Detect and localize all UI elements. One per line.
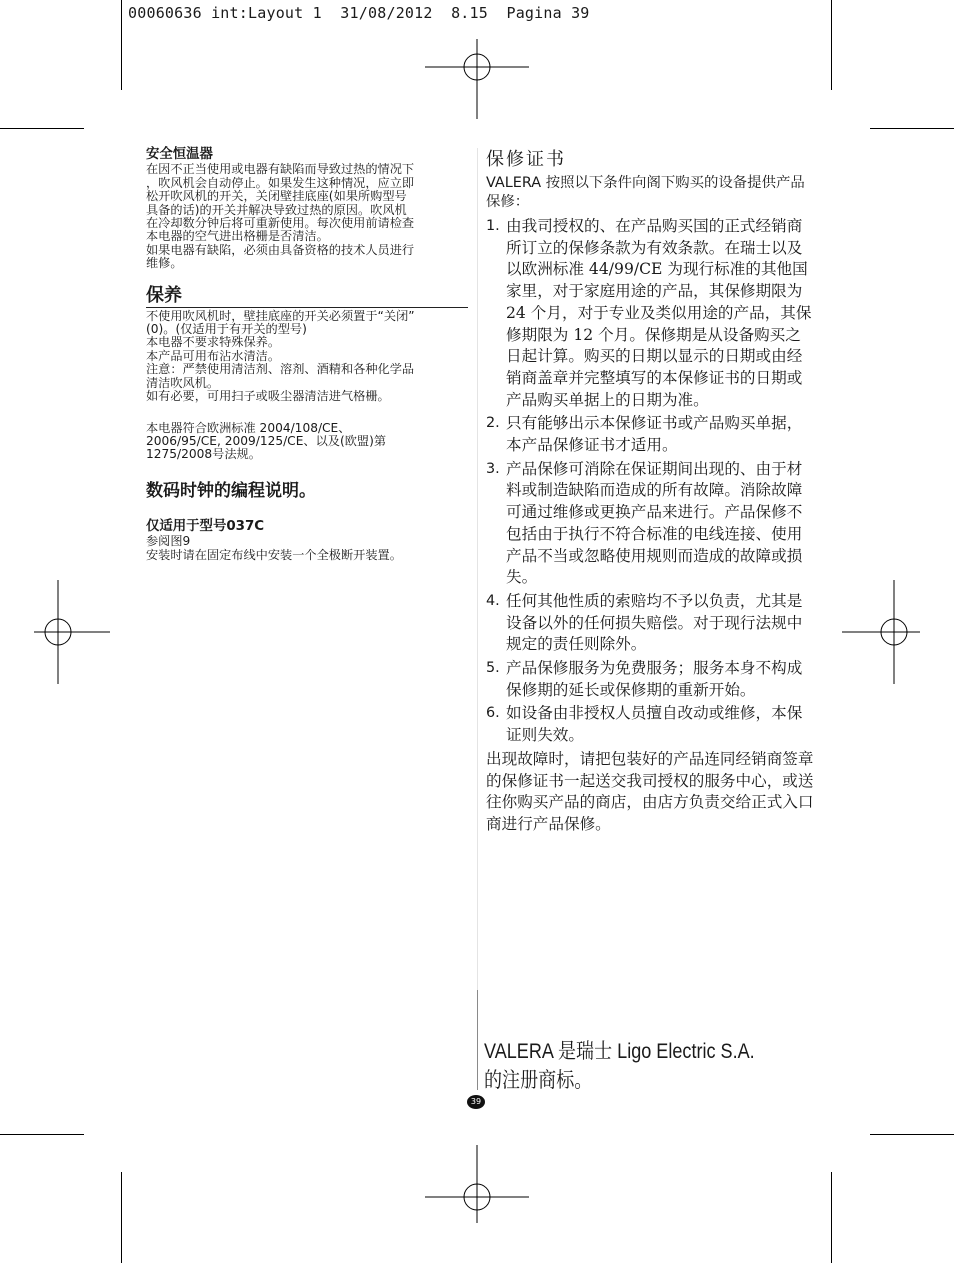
crop-mark-tr-v <box>831 0 832 90</box>
maintenance-line: 本产品可用布沾水清洁。 <box>146 348 281 363</box>
maintenance-line: 注意：严禁使用清洁剂、溶剂、酒精和各种化学品 <box>146 362 415 377</box>
maintenance-line: 不使用吹风机时，壁挂底座的开关必须置于“关闭” <box>146 308 415 323</box>
list-number: 4. <box>486 592 500 609</box>
left-column <box>146 148 470 562</box>
maintenance-line: 本电器不要求特殊保养。 <box>146 335 281 350</box>
registration-mark-left <box>6 580 110 684</box>
compliance-line: 本电器符合欧洲标准 2004/108/CE、 <box>146 420 351 435</box>
list-text: 产品保修可消除在保证期间出现的、由于材料或制造缺陷而造成的所有故障。消除故障可通过维修或更换产品来进行。产品保修不包括由于执行不符合标准的电线连接、使用产品不当或忽略使用规则而造成的故障或损失。 <box>506 459 803 587</box>
warranty-intro: VALERA 按照以下条件向阁下购买的设备提供产品保修： <box>486 175 805 210</box>
list-item <box>486 658 816 701</box>
maintenance-rule <box>146 307 468 308</box>
crop-mark-bl-v <box>121 1172 122 1263</box>
column-divider <box>477 148 478 1088</box>
column-divider-dark <box>477 990 478 1090</box>
crop-mark-tr-h <box>870 128 954 129</box>
clock-title: 数码时钟的编程说明。 <box>146 480 316 501</box>
print-slug: 00060636 int:Layout 1 31/08/2012 8.15 Pagina 39 <box>128 4 590 22</box>
list-number: 5. <box>486 660 500 677</box>
maintenance-line: 清洁吹风机。 <box>146 375 220 390</box>
list-item <box>486 413 816 456</box>
list-text: 任何其他性质的索赔均不予以负责，尤其是设备以外的任何损失赔偿。对于现行法规中规定的责任则除外。 <box>506 591 803 654</box>
thermostat-line: 如果电器有缺陷，必须由具备资格的技术人员进行 <box>146 242 415 257</box>
warranty-list <box>486 216 816 747</box>
crop-mark-br-v <box>831 1172 832 1263</box>
thermostat-line: 具备的话)的开关并解决导致过热的原因。吹风机 <box>146 202 407 217</box>
list-number: 6. <box>486 705 500 722</box>
warranty-title: 保修证书 <box>486 149 566 170</box>
clock-line: 参阅图9 <box>146 534 191 549</box>
list-text: 由我司授权的、在产品购买国的正式经销商所订立的保修条款为有效条款。在瑞士以及以欧洲标准 44/99/CE 为现行标准的其他国家里，对于家庭用途的产品，其保修期限为 24 个月，对于专业及类似用途的产品，其保修期限为 12 个月。保修期是从设备购买之日起计算。购买的日期以显示的日期或由经销商盖章并完整填写的本保修证书的日期或产品购买单据上的日期为准。 <box>506 217 812 409</box>
clock-line: 安装时请在固定布线中安装一个全极断开装置。 <box>146 547 402 562</box>
list-text: 产品保修服务为免费服务；服务本身不构成保修期的延长或保修期的重新开始。 <box>506 659 803 699</box>
registration-mark-top <box>425 15 529 119</box>
list-number: 3. <box>486 460 500 477</box>
trademark-note: VALERA 是瑞士 Ligo Electric S.A.的注册商标。 <box>484 1040 755 1092</box>
thermostat-line: 维修。 <box>146 256 183 271</box>
crop-mark-br-h <box>870 1134 954 1135</box>
list-text: 只有能够出示本保修证书或产品购买单据，本产品保修证书才适用。 <box>506 414 803 455</box>
warranty-outro: 出现故障时，请把包装好的产品连同经销商签章的保修证书一起送交我司授权的服务中心，或送往你购买产品的商店，由店方负责交给正式入口商进行产品保修。 <box>486 749 814 833</box>
crop-mark-bl-h <box>0 1134 84 1135</box>
right-column <box>486 148 816 836</box>
list-text: 如设备由非授权人员擅自改动或维修，本保证则失效。 <box>506 704 803 745</box>
thermostat-line: 在冷却数分钟后将可重新使用。每次使用前请检查 <box>146 216 415 231</box>
list-number: 2. <box>486 415 500 432</box>
registration-mark-right <box>842 580 946 684</box>
thermostat-title: 安全恒温器 <box>146 147 213 162</box>
compliance-line: 2006/95/CE, 2009/125/CE、以及(欧盟)第 <box>146 433 387 448</box>
crop-mark-tl-h <box>0 128 84 129</box>
maintenance-line: 如有必要，可用扫子或吸尘器清洁进气格栅。 <box>146 389 390 404</box>
thermostat-line: ，吹风机会自动停止。如果发生这种情况，应立即 <box>146 175 415 190</box>
thermostat-line: 在因不正当使用或电器有缺陷而导致过热的情况下 <box>146 162 415 177</box>
list-item <box>486 703 816 746</box>
compliance-line: 1275/2008号法规。 <box>146 447 261 462</box>
list-number: 1. <box>486 218 500 234</box>
list-item <box>486 216 816 411</box>
clock-subtitle: 仅适用于型号037C <box>146 518 265 534</box>
crop-mark-tl-v <box>121 0 122 90</box>
maintenance-line: (0)。(仅适用于有开关的型号) <box>146 322 307 337</box>
list-item <box>486 591 816 656</box>
maintenance-title: 保养 <box>146 284 182 306</box>
page-number-badge: 39 <box>467 1095 485 1109</box>
thermostat-line: 松开吹风机的开关，关闭壁挂底座(如果所购型号 <box>146 189 407 204</box>
thermostat-line: 本电器的空气进出格栅是否清洁。 <box>146 229 329 244</box>
registration-mark-bottom <box>425 1145 529 1249</box>
list-item <box>486 459 816 589</box>
